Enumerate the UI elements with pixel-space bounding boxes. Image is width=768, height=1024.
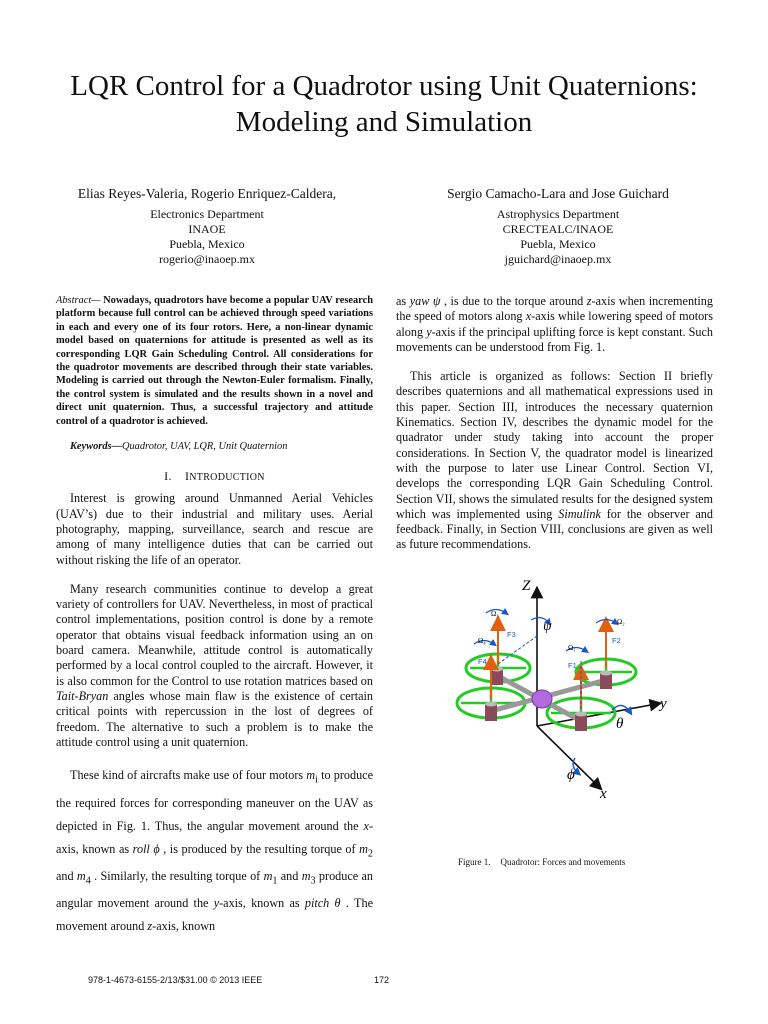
text-span: as — [396, 294, 410, 308]
z-axis-label: Z — [522, 578, 531, 594]
omega-3-label: Ω₃ — [491, 610, 499, 618]
motor — [600, 671, 612, 690]
keywords-lead: Keywords— — [70, 441, 122, 453]
text-span: -axis, known — [152, 919, 216, 934]
author-city: Puebla, Mexico — [520, 237, 596, 251]
author-block-left — [52, 186, 362, 267]
math-symbol: z — [586, 294, 592, 308]
motor — [491, 667, 503, 686]
paragraph: Interest is growing around Unmanned Aerial Vehicles (UAV’s) due to their industrial and military uses. Aerial photography, mapping, surveillance, search and rescue are among of many intelligence duties that can be carried out without risking the life of an operator. — [56, 491, 373, 567]
y-axis-label: y — [660, 696, 667, 712]
page-number: 172 — [374, 975, 390, 985]
text-span: This article is organized as follows: Section II briefly describes quaternions and all mathematical expressions used in this paper. Section III, introduces the necessary quaternion Kinematics. Section IV, describes the dynamic model for the quadrator under study taking into account the proper considerations. In Section V, the quadrator model is linearized with the purpose to later use Linear Control. Section VI, develops the corresponding LQR Gain Scheduling Control. Section VII, shows the simulated results for the designed system which was implemented using — [396, 369, 713, 521]
paragraph — [396, 294, 713, 355]
guide-line — [498, 636, 537, 664]
title-line-2: Modeling and Simulation — [235, 106, 533, 138]
section-title-cap: I — [184, 469, 190, 484]
author-institution: INAOE — [188, 222, 226, 236]
abstract-lead: Abstract— — [56, 295, 101, 306]
rotation-arc — [596, 620, 616, 624]
text-span: -axis, known as — [56, 818, 373, 856]
math-symbol: x — [525, 309, 532, 324]
math-symbol: yaw ψ — [409, 294, 441, 308]
text-span: These kind of aircrafts make use of four motors — [70, 768, 307, 783]
author-names: Sergio Camacho-Lara and Jose Guichard — [447, 186, 669, 201]
text-span: , is due to the torque around — [440, 294, 587, 308]
math-subscript: 2 — [367, 847, 373, 859]
math-subscript: 4 — [85, 875, 91, 887]
text-span: . Similarly, the resulting torque of — [90, 868, 264, 883]
keywords-text: Quadrotor, UAV, LQR, Unit Quaternion — [121, 441, 288, 453]
text-span: and — [277, 868, 302, 883]
author-block-right — [388, 186, 728, 267]
math-symbol: x — [363, 818, 369, 833]
title-line-1: LQR Control for a Quadrotor using Unit Quaternions: — [70, 70, 698, 102]
section-number: I. — [164, 469, 172, 484]
math-symbol: m — [359, 841, 368, 856]
paragraph — [56, 582, 373, 750]
author-department: Electronics Department — [150, 207, 264, 221]
text-span: Many research communities continue to develop a great variety of controllers for UAV. Nevertheless, in most of practical control implementations, position control is done by a remote operator that obtains visual feedback information using an on board camera. Meanwhile, attitude control is automatically performed by a local control coupled to the aircraft. However, it is also common for the Control to use rotation matrices based on — [56, 581, 373, 688]
quadrotor-figure — [436, 576, 686, 810]
omega-2-label: Ω₂ — [617, 618, 625, 626]
motor — [575, 712, 587, 732]
section-title-rest: NTRODUCTION — [189, 472, 265, 484]
math-subscript: 3 — [310, 875, 316, 887]
text-span: produce an angular movement around the — [56, 868, 373, 911]
author-department: Astrophysics Department — [496, 207, 620, 221]
figure-caption — [458, 857, 635, 867]
abstract-text: Nowadays, quadrotors have become a popular UAV research platform because full control can be achieved through speed variations in each and every one of its four rotors. Here, a non-linear dynamic model based on quaternions for attitude is presented as well as its corresponding LQR Gain Scheduling Control. All considerations for the quadrotor movements are described through their state variables. Modeling is carried out through the Newton-Euler formalism. Finally, the control system is simulated and the results shown in a novel and direct unit quaternion. Thus, a successful trajectory and attitude control of a quadrotor is achieved. — [56, 295, 373, 427]
footer-isbn: 978-1-4673-6155-2/13/$31.00 © 2013 IEEE — [88, 975, 263, 985]
keywords — [56, 440, 373, 453]
x-axis-label: x — [600, 786, 607, 802]
motor — [485, 702, 497, 722]
caption-text: Quadrotor: Forces and movements — [500, 857, 626, 867]
abstract — [56, 294, 373, 428]
text-span: -axis if the principal uplifting force is kept constant. Such movements can be understood from Fig. 1. — [396, 324, 714, 354]
section-heading — [56, 469, 373, 485]
text-span: angles whose main flaw is the existence of certain critical points with repercussion in the lost of degrees of freedom. The alternative to such a problem is to make the attitude control using a unit quaternion. — [56, 688, 373, 749]
phi-label: ϕ — [567, 767, 575, 783]
hub — [532, 690, 552, 708]
text-span: , is produced by the resulting torque of — [159, 841, 360, 856]
author-email[interactable]: jguichard@inaoep.mx — [504, 252, 612, 266]
text-span: -axis, known as — [219, 896, 305, 911]
force-label-f4: F4 — [478, 657, 487, 666]
force-label-f2: F2 — [612, 636, 621, 645]
author-institution: CRECTEALC/INAOE — [502, 222, 614, 236]
math-symbol: m — [263, 868, 273, 883]
theta-label: θ — [616, 716, 624, 732]
text-span: -axis while lowering speed of motors along — [396, 309, 713, 339]
text-span: -axis when incrementing the speed of motors along — [396, 294, 713, 324]
math-symbol: y — [213, 896, 220, 911]
caption-number: Figure 1. — [458, 857, 491, 867]
force-label-f3: F3 — [507, 630, 516, 639]
text-span: and — [56, 868, 77, 883]
text-span: for the observer and feedback. Finally, in Section VIII, conclusions are given as well as future recommendations. — [396, 506, 713, 552]
text-span: Simulink — [558, 506, 601, 521]
paper-title — [40, 68, 728, 140]
text-span: . The movement around — [56, 896, 373, 934]
omega-1-label: Ω₁ — [568, 644, 576, 652]
paragraph — [396, 369, 713, 553]
math-symbol: m — [306, 768, 316, 783]
text-span: to produce the required forces for corresponding maneuver on the UAV as depicted in Fig. 1. Thus, the angular movement around the — [56, 768, 374, 833]
author-names: Elias Reyes-Valeria, Rogerio Enriquez-Caldera, — [77, 186, 337, 201]
math-symbol: z — [147, 919, 153, 934]
omega-4-label: Ω₄ — [478, 637, 486, 645]
force-label-f1: F1 — [568, 661, 577, 670]
paragraph — [56, 764, 373, 938]
right-column — [396, 294, 713, 567]
math-symbol: m — [301, 868, 311, 883]
text-span: Tait-Bryan — [56, 688, 109, 703]
math-subscript: 1 — [272, 875, 278, 887]
author-email[interactable]: rogerio@inaoep.mx — [158, 252, 256, 266]
math-subscript: i — [315, 774, 318, 786]
math-symbol: pitch θ — [304, 896, 341, 911]
math-symbol: y — [426, 324, 432, 339]
math-symbol: roll ϕ — [132, 841, 160, 856]
math-symbol: m — [76, 868, 86, 883]
left-column — [56, 294, 373, 952]
psi-label: ψ — [543, 619, 552, 634]
author-city: Puebla, Mexico — [169, 237, 245, 251]
